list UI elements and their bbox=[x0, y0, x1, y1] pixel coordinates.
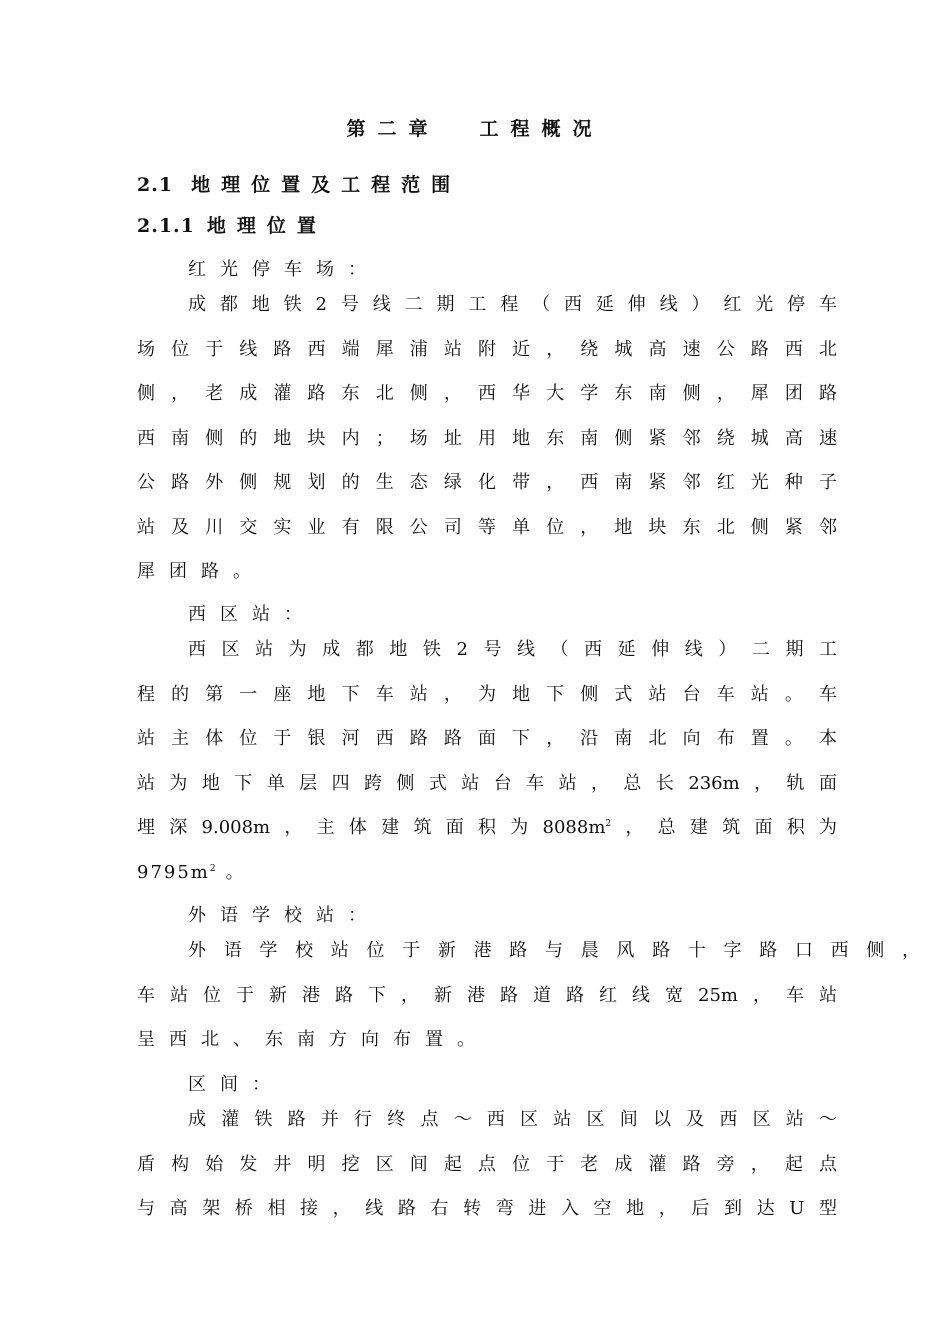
line-text: ，总建筑面积为 bbox=[611, 817, 837, 838]
block-label-waiyu: 外语学校站： bbox=[188, 905, 380, 926]
superscript: 2 bbox=[605, 819, 612, 829]
paragraph-hongguang bbox=[137, 283, 837, 595]
paragraph-line: 侧，老成灌路东北侧，西华大学东南侧，犀团路 bbox=[137, 383, 837, 404]
paragraph-line: 车站位于新港路下，新港路道路红线宽25m，车站 bbox=[137, 984, 837, 1006]
paragraph-line-total-area bbox=[137, 851, 837, 896]
paragraph-line: 西南侧的地块内；场址用地东南侧紧邻绕城高速 bbox=[137, 427, 837, 449]
block-label-xiqu: 西区站： bbox=[188, 604, 316, 625]
chapter-number: 第二章 bbox=[346, 118, 440, 140]
paragraph-line: 公路外侧规划的生态绿化带，西南紧邻红光种子 bbox=[137, 472, 837, 493]
paragraph-line: 外语学校站位于新港路与晨风路十字路口西侧， bbox=[188, 940, 920, 961]
paragraph-qujian bbox=[137, 1098, 837, 1232]
paragraph-line-area bbox=[137, 806, 837, 851]
paragraph-line: 成都地铁2号线二期工程（西延伸线）红光停车 bbox=[188, 294, 837, 315]
subsection-number: 2.1.1 bbox=[137, 215, 195, 237]
paragraph-line: 站及川交实业有限公司等单位，地块东北侧紧邻 bbox=[137, 516, 837, 538]
paragraph-line: 犀团路。 bbox=[137, 561, 265, 582]
line-text: 。 bbox=[225, 861, 246, 883]
section-number: 2.1 bbox=[137, 174, 174, 196]
section-title: 地理位置及工程范围 bbox=[191, 174, 462, 196]
chapter-title: 工程概况 bbox=[479, 118, 604, 140]
subsection-heading bbox=[137, 211, 327, 238]
paragraph-waiyu bbox=[137, 929, 920, 1063]
paragraph-line: 程的第一座地下车站，为地下侧式站台车站。车 bbox=[137, 683, 837, 705]
section-heading bbox=[137, 170, 461, 197]
paragraph-xiqu bbox=[137, 628, 837, 895]
paragraph-line: 与高架桥相接，线路右转弯进入空地，后到达U型 bbox=[137, 1198, 837, 1219]
line-text: 埋深9.008m，主体建筑面积为8088m bbox=[137, 817, 606, 838]
subsection-title: 地理位置 bbox=[206, 215, 327, 237]
paragraph-line: 呈西北、东南方向布置。 bbox=[137, 1029, 489, 1050]
paragraph-line: 场位于线路西端犀浦站附近，绕城高速公路西北 bbox=[137, 338, 837, 360]
block-label-qujian: 区间： bbox=[188, 1074, 284, 1095]
superscript: 2 bbox=[209, 863, 218, 874]
paragraph-line: 盾构始发井明挖区间起点位于老成灌路旁，起点 bbox=[137, 1153, 837, 1175]
block-label-hongguang: 红光停车场： bbox=[188, 259, 380, 280]
paragraph-line: 站为地下单层四跨侧式站台车站，总长236m，轨面 bbox=[137, 772, 837, 794]
paragraph-line: 站主体位于银河西路路面下，沿南北向布置。本 bbox=[137, 728, 837, 749]
paragraph-line: 成灌铁路并行终点～西区站区间以及西区站～ bbox=[188, 1109, 837, 1130]
chapter-heading bbox=[0, 114, 950, 141]
line-text: 9795m bbox=[137, 861, 210, 883]
paragraph-line: 西区站为成都地铁2号线（西延伸线）二期工 bbox=[188, 639, 837, 660]
